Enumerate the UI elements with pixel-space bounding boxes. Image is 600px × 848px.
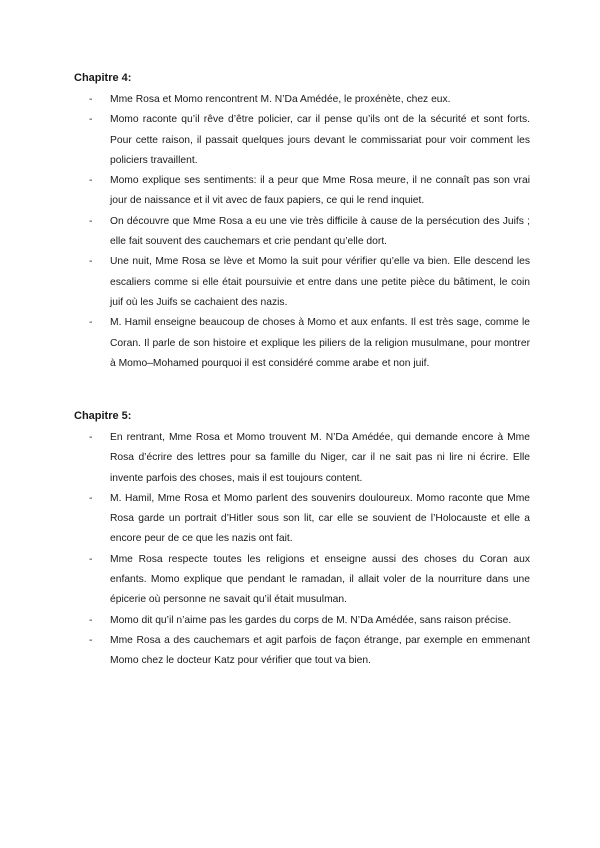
bullet-dash: - — [89, 614, 93, 626]
list-item — [74, 631, 530, 672]
list-item-text: Momo raconte qu’il rêve d’être policier, car il pense qu’ils ont de la sécurité et sont forts. Pour cette raison, il passait quelques jours devant le commissariat pour voir comment les policiers travaillent. — [110, 114, 530, 166]
list-item-text: Mme Rosa et Momo rencontrent M. N’Da Amédée, le proxénète, chez eux. — [110, 94, 451, 105]
bullet-dash: - — [89, 492, 93, 504]
list-item — [74, 171, 530, 212]
list-item — [74, 550, 530, 611]
list-item — [74, 489, 530, 550]
list-item-text: M. Hamil enseigne beaucoup de choses à Momo et aux enfants. Il est très sage, comme le Coran. Il parle de son histoire et explique les piliers de la religion musulmane, pour montrer à Momo–Mohamed pourquoi il est considéré comme arabe et non juif. — [110, 317, 530, 369]
bullet-dash: - — [89, 317, 93, 329]
list-item — [74, 428, 530, 489]
list-item-text: Une nuit, Mme Rosa se lève et Momo la suit pour vérifier qu’elle va bien. Elle descend les escaliers comme si elle était poursuivie et entre dans une petite pièce du bâtiment, le coin juif où les Juifs se cachaient des nazis. — [110, 256, 530, 308]
list-item-text: Mme Rosa a des cauchemars et agit parfois de façon étrange, par exemple en emmenant Momo chez le docteur Katz pour vérifier que tout va bien. — [110, 634, 530, 667]
list-item — [74, 90, 530, 110]
chapter-5-list — [74, 428, 530, 672]
list-item-text: En rentrant, Mme Rosa et Momo trouvent M. N’Da Amédée, qui demande encore à Mme Rosa d’écrire des lettres pour sa famille du Niger, car il ne sait pas ni lire ni écrire. Elle invente parfois des choses, mais il est toujours content. — [110, 432, 530, 484]
bullet-dash: - — [89, 634, 93, 646]
list-item — [74, 110, 530, 171]
list-item-text: Mme Rosa respecte toutes les religions et enseigne aussi des choses du Coran aux enfants. Momo explique que pendant le ramadan, il allait voler de la nourriture dans une épicerie où personne ne savait qu’il était musulman. — [110, 553, 530, 606]
chapter-4-section — [74, 68, 530, 374]
list-item — [74, 313, 530, 374]
list-item-text: M. Hamil, Mme Rosa et Momo parlent des souvenirs douloureux. Momo raconte que Mme Rosa garde un portrait d’Hitler sous son lit, car elle se souvient de l’Holocauste et elle a encore peur de ce que les nazis ont fait. — [110, 492, 530, 545]
bullet-dash: - — [89, 256, 93, 268]
list-item — [74, 252, 530, 313]
list-item — [74, 611, 530, 631]
bullet-dash: - — [89, 215, 93, 227]
bullet-dash: - — [89, 94, 93, 105]
bullet-dash: - — [89, 114, 93, 126]
chapter-5-section — [74, 406, 530, 672]
list-item-text: Momo dit qu’il n’aime pas les gardes du corps de M. N’Da Amédée, sans raison précise. — [110, 614, 512, 626]
bullet-dash: - — [89, 432, 93, 443]
list-item — [74, 212, 530, 253]
chapter-5-title: Chapitre 5: — [74, 410, 132, 422]
list-item-text: On découvre que Mme Rosa a eu une vie très difficile à cause de la persécution des Juifs ; elle fait souvent des cauchemars et crie pendant qu’elle dort. — [110, 215, 530, 248]
chapter-4-list — [74, 90, 530, 374]
chapter-4-title: Chapitre 4: — [74, 72, 132, 84]
bullet-dash: - — [89, 175, 93, 187]
list-item-text: Momo explique ses sentiments: il a peur que Mme Rosa meure, il ne connaît pas son vrai jour de naissance et il vit avec de faux papiers, ce qui le rend inquiet. — [110, 175, 530, 207]
bullet-dash: - — [89, 553, 93, 565]
